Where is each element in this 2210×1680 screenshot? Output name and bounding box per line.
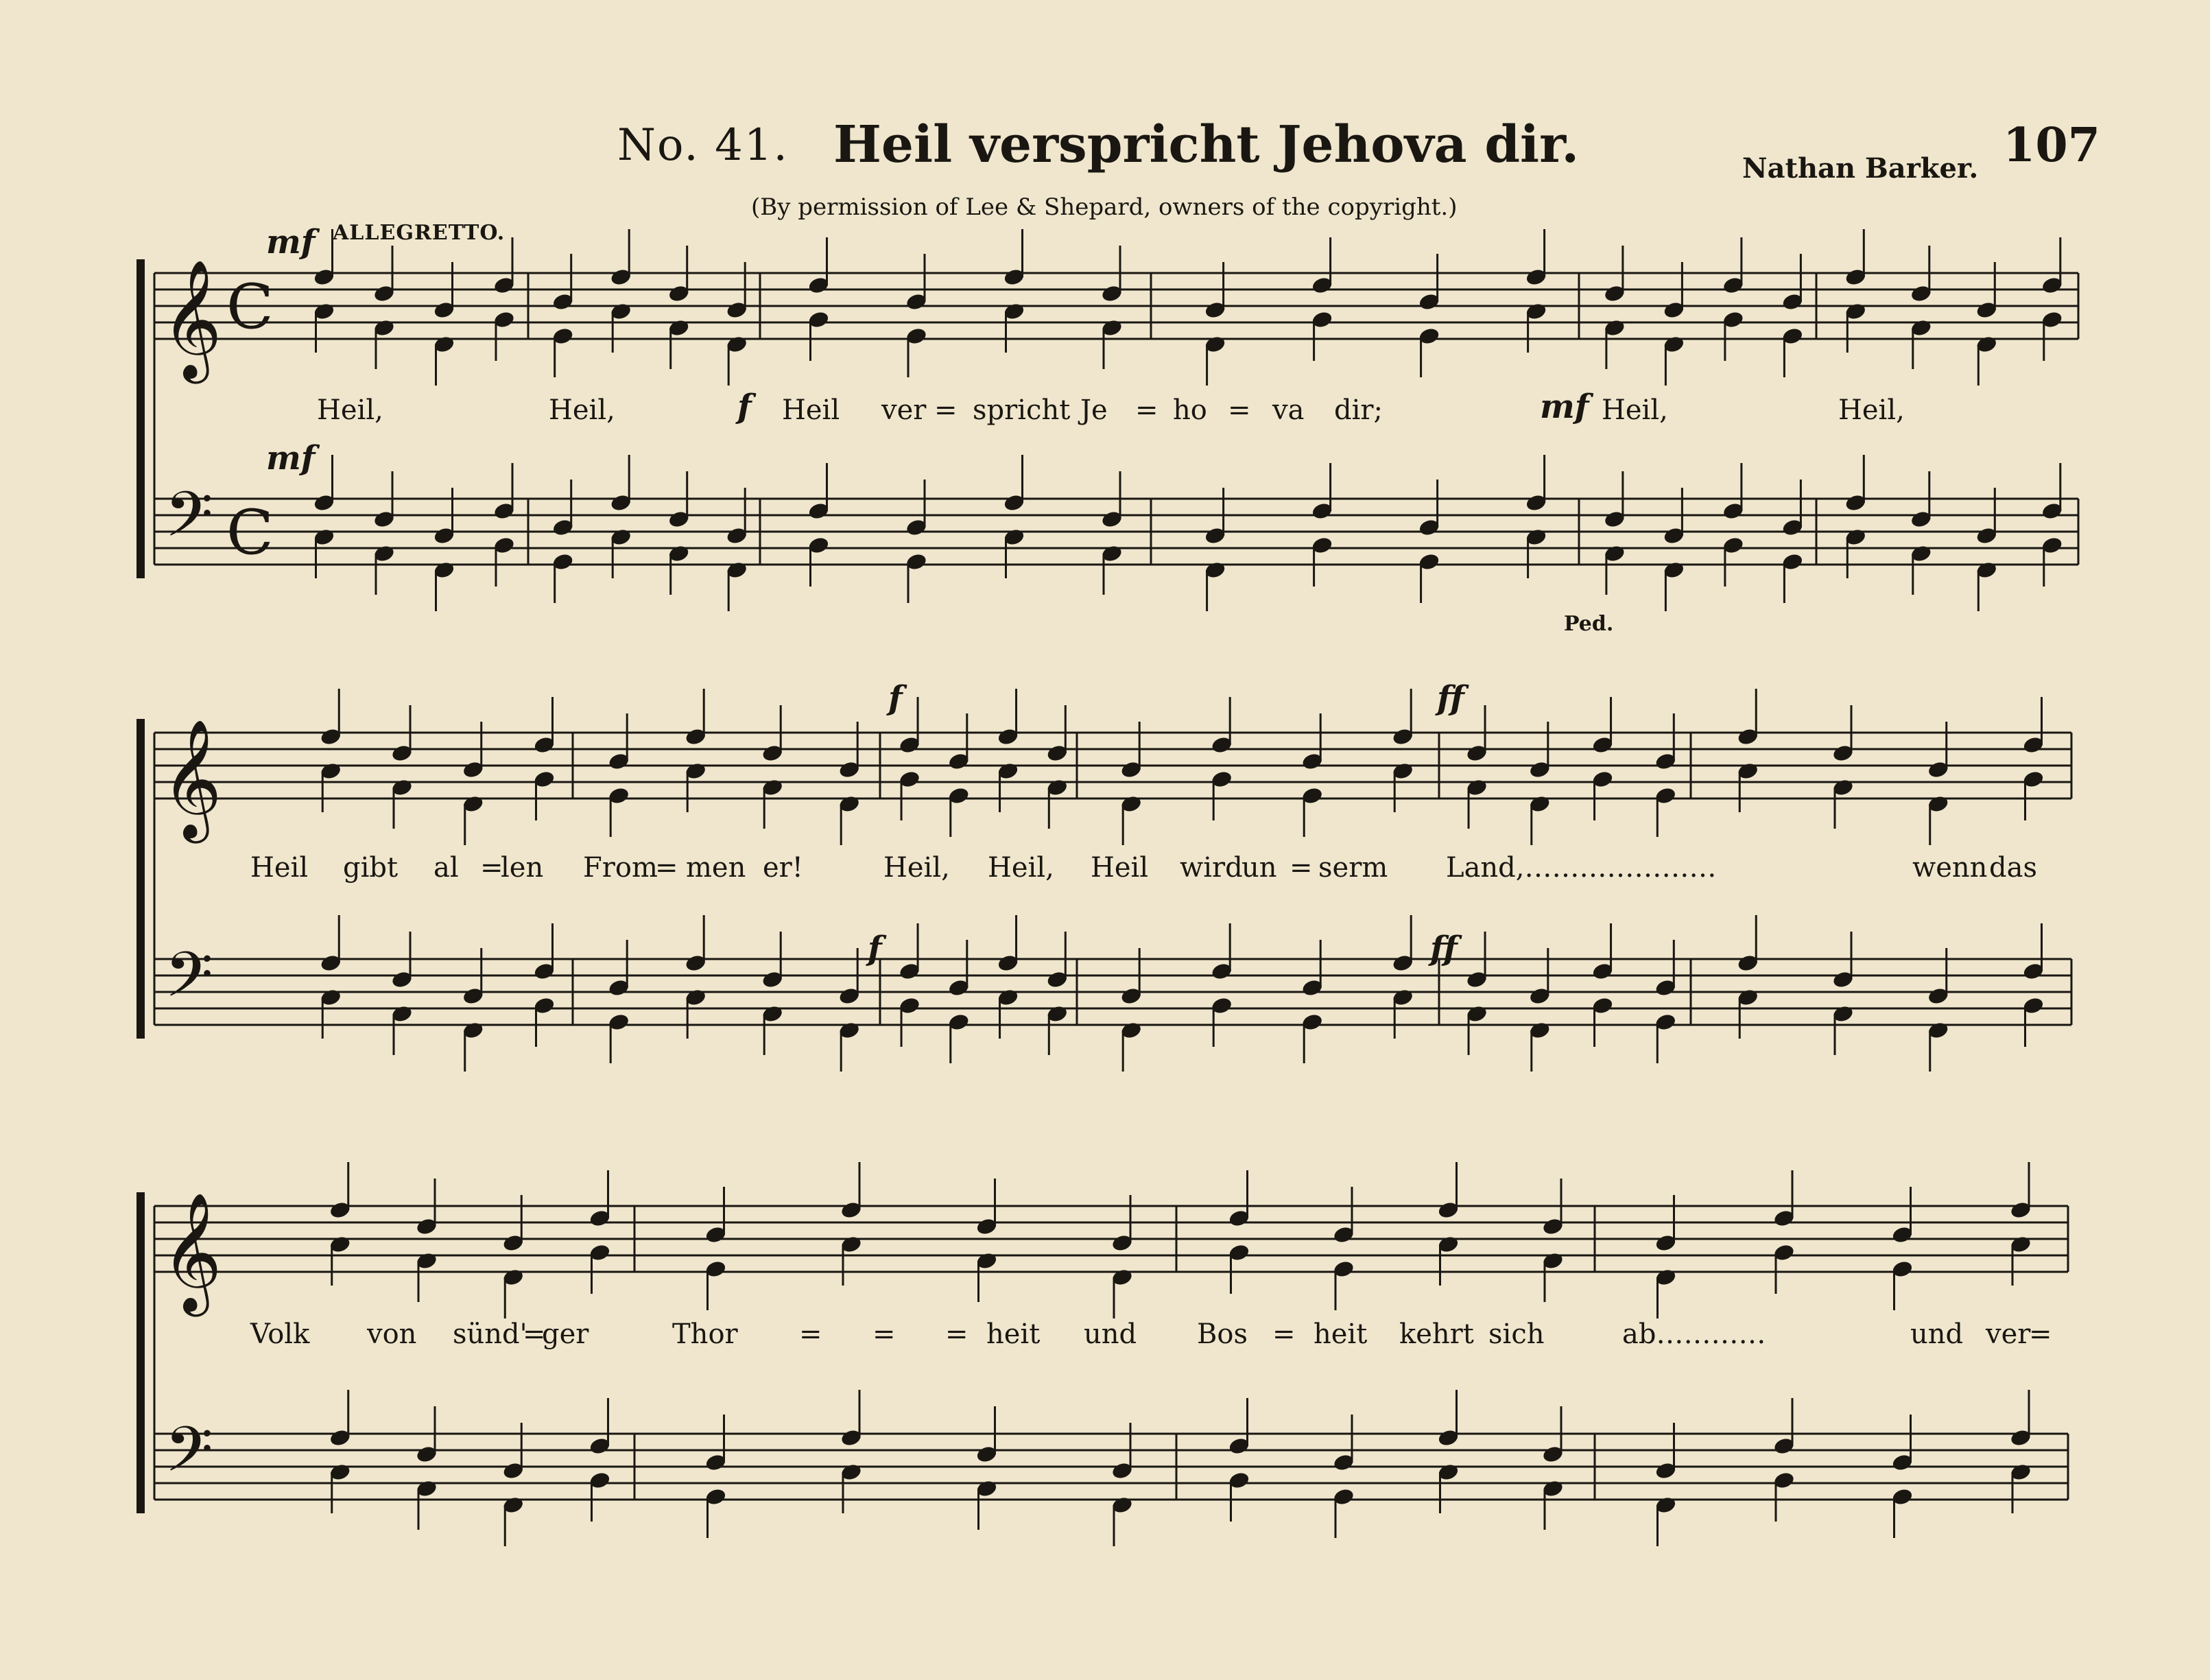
- lyric-syllable: =: [934, 394, 958, 426]
- lyric-syllable: =: [1290, 852, 1313, 884]
- bass-clef-icon: 𝄢: [165, 938, 213, 1026]
- lyric-syllable: und: [1910, 1318, 1964, 1350]
- lyric-syllable: Volk: [250, 1318, 310, 1350]
- lyric-syllable: serm: [1318, 852, 1388, 884]
- song-title: Heil verspricht Jehova dir.: [833, 115, 1580, 174]
- dynamic-mf-treble-1: mf: [266, 223, 316, 261]
- lyric-syllable: ho: [1173, 394, 1207, 426]
- lyric-syllable: dir;: [1334, 394, 1383, 426]
- lyric-syllable: Land,…………………: [1446, 852, 1717, 884]
- lyric-syllable: From: [583, 852, 658, 884]
- dynamic-ff-bass-2: ff: [1430, 930, 1458, 968]
- lyric-syllable: wenn: [1912, 852, 1988, 884]
- lyric-syllable: men: [686, 852, 746, 884]
- lyric-syllable: Heil: [250, 852, 309, 884]
- treble-clef-icon: 𝄞: [161, 259, 222, 379]
- composer-name: Nathan Barker.: [1742, 152, 1979, 185]
- lyric-syllable: Heil,: [317, 394, 383, 426]
- dynamic-f-treble-2: f: [888, 679, 903, 718]
- pedal-marking: Ped.: [1564, 612, 1614, 636]
- lyric-syllable: =: [872, 1318, 896, 1350]
- lyric-syllable: =: [1135, 394, 1159, 426]
- lyric-syllable: va: [1272, 394, 1305, 426]
- lyric-syllable: wird: [1180, 852, 1243, 884]
- bass-clef-icon: 𝄢: [165, 478, 213, 566]
- tempo-marking: ALLEGRETTO.: [333, 221, 506, 245]
- lyric-syllable: Heil: [782, 394, 840, 426]
- lyric-syllable: und: [1084, 1318, 1137, 1350]
- lyric-syllable: sünd': [453, 1318, 527, 1350]
- lyric-syllable: Heil,: [883, 852, 950, 884]
- dynamic-ff-treble-2: ff: [1437, 679, 1464, 718]
- treble-clef-icon: 𝄞: [161, 719, 222, 838]
- lyric-syllable: Heil: [1091, 852, 1149, 884]
- lyric-syllable: spricht: [973, 394, 1071, 426]
- common-time-icon: C: [226, 271, 274, 343]
- page-number: 107: [2003, 118, 2100, 173]
- lyric-syllable: len: [501, 852, 544, 884]
- lyric-syllable: ver: [1986, 1318, 2031, 1350]
- lyric-syllable: Heil,: [988, 852, 1054, 884]
- permission-note: (By permission of Lee & Shepard, owners of the copyright.): [751, 193, 1458, 221]
- dynamic-mf-lyric-1: mf: [1540, 388, 1589, 426]
- lyric-syllable: ger: [542, 1318, 589, 1350]
- lyric-syllable: =: [480, 852, 503, 884]
- lyric-syllable: Heil,: [549, 394, 615, 426]
- lyric-syllable: Heil,: [1838, 394, 1905, 426]
- lyric-syllable: sich: [1488, 1318, 1545, 1350]
- lyric-syllable: gibt: [343, 852, 399, 884]
- common-time-icon: C: [226, 497, 274, 569]
- lyric-syllable: =: [655, 852, 678, 884]
- lyric-syllable: von: [367, 1318, 417, 1350]
- dynamic-mf-bass-1: mf: [266, 439, 316, 477]
- dynamic-f-lyric-1: f: [737, 388, 752, 426]
- treble-clef-icon: 𝄞: [161, 1192, 222, 1312]
- lyric-syllable: Je: [1080, 394, 1108, 426]
- lyric-syllable: un: [1241, 852, 1277, 884]
- lyric-syllable: =: [945, 1318, 969, 1350]
- lyric-syllable: ver: [881, 394, 927, 426]
- lyric-syllable: er!: [763, 852, 803, 884]
- dynamic-f-bass-2: f: [868, 930, 882, 968]
- lyric-syllable: =: [1228, 394, 1251, 426]
- lyric-syllable: al: [433, 852, 459, 884]
- hymn-number: No. 41.: [617, 120, 789, 171]
- lyric-syllable: heit: [1314, 1318, 1368, 1350]
- lyric-syllable: =: [1272, 1318, 1296, 1350]
- lyric-syllable: =: [2029, 1318, 2052, 1350]
- lyric-syllable: kehrt: [1399, 1318, 1474, 1350]
- lyric-syllable: Thor: [672, 1318, 738, 1350]
- lyric-syllable: heit: [986, 1318, 1041, 1350]
- bass-clef-icon: 𝄢: [165, 1413, 213, 1501]
- lyric-syllable: Heil,: [1602, 394, 1668, 426]
- lyric-syllable: ab…………: [1622, 1318, 1766, 1350]
- lyric-syllable: =: [799, 1318, 822, 1350]
- lyric-syllable: Bos: [1197, 1318, 1248, 1350]
- lyric-syllable: =: [523, 1318, 546, 1350]
- lyric-syllable: das: [1989, 852, 2037, 884]
